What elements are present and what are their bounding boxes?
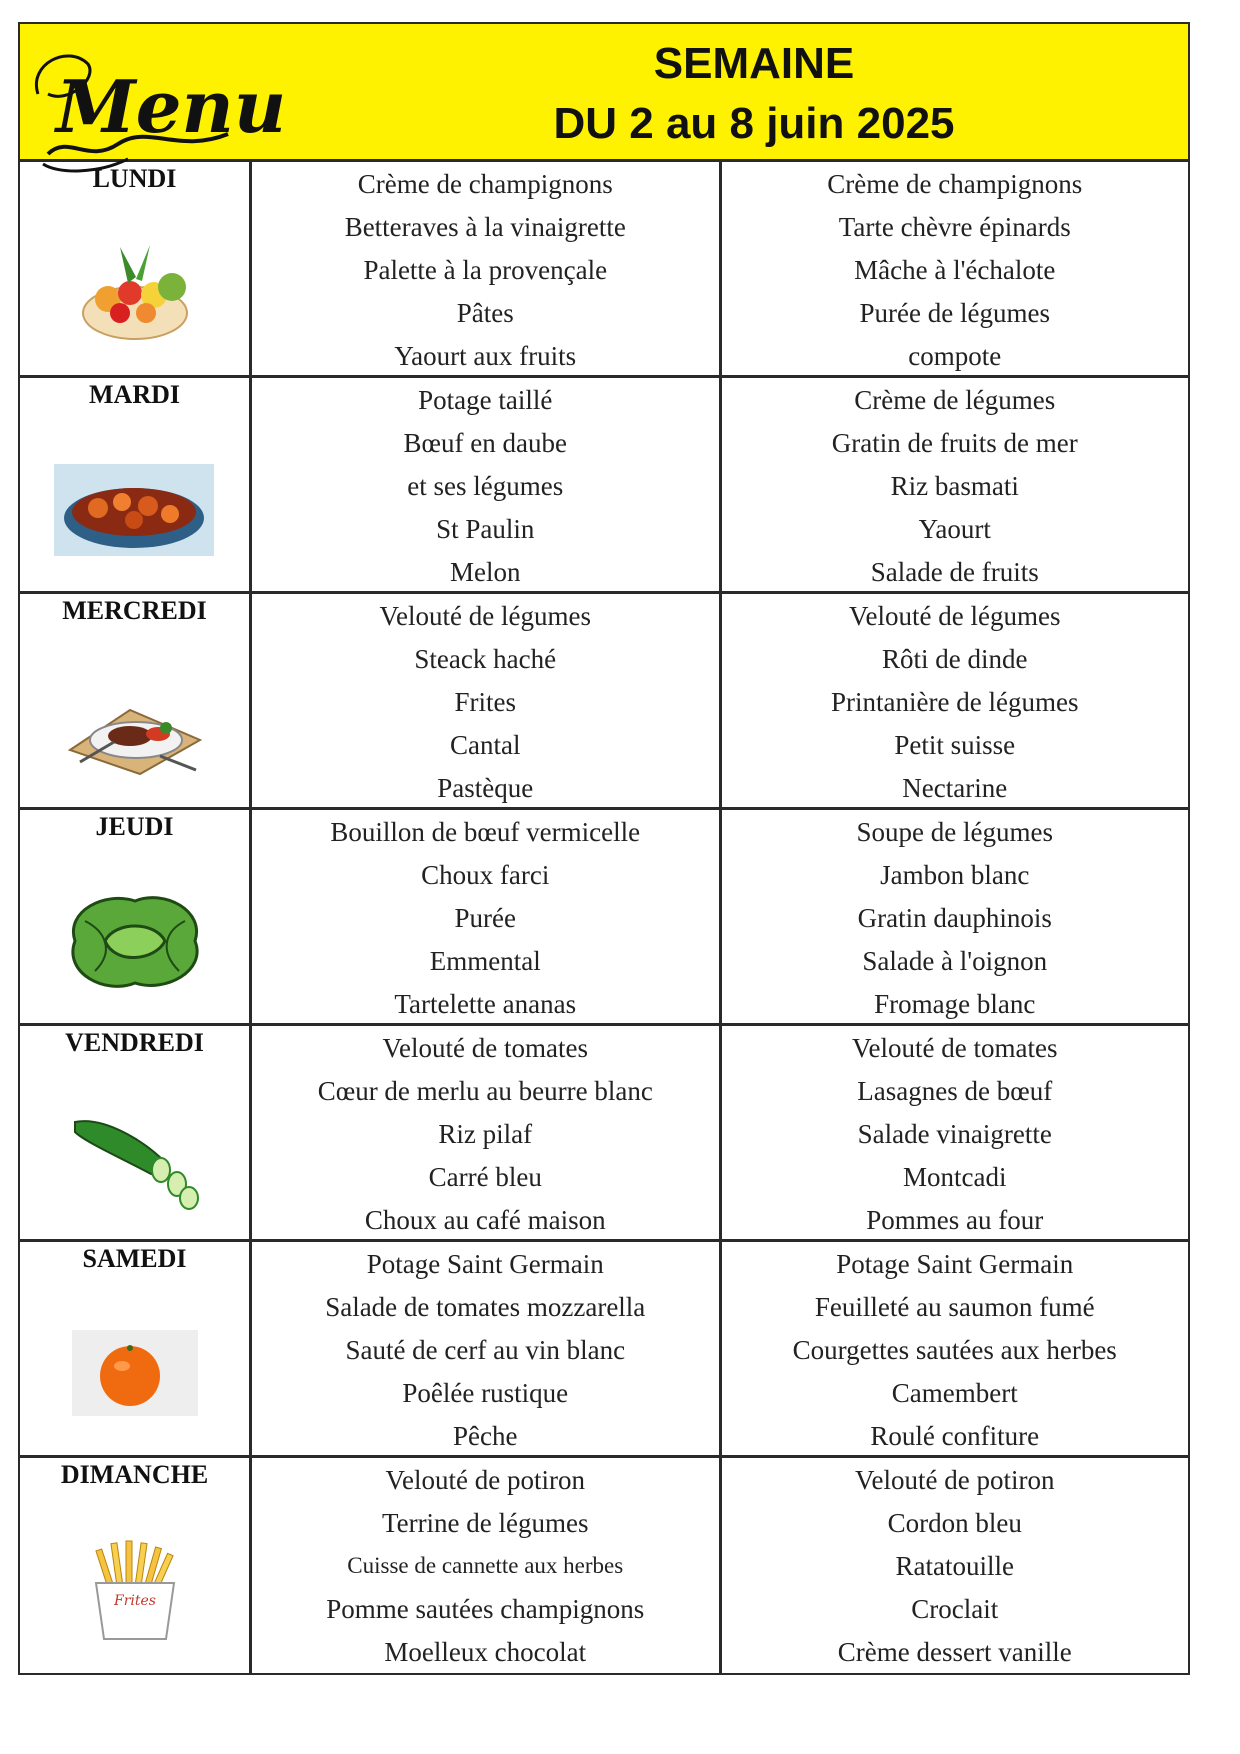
menu-item: Bouillon de bœuf vermicelle xyxy=(330,817,641,847)
menu-item: Rôti de dinde xyxy=(882,644,1028,674)
menu-item: Tartelette ananas xyxy=(394,989,577,1019)
fries-box-icon xyxy=(80,1535,190,1645)
title-line-2: DU 2 au 8 juin 2025 xyxy=(553,99,955,148)
menu-item: Choux au café maison xyxy=(364,1205,606,1235)
menu-item: Bœuf en daube xyxy=(403,428,567,458)
menu-item: Jambon blanc xyxy=(880,860,1030,890)
day-row-lundi xyxy=(20,162,1188,378)
dinner-menu xyxy=(722,1026,1189,1239)
menu-item: Purée de légumes xyxy=(859,298,1050,328)
menu-item: Mâche à l'échalote xyxy=(854,255,1056,285)
menu-item: Crème de champignons xyxy=(827,169,1083,199)
menu-item: Pommes au four xyxy=(866,1205,1044,1235)
menu-item: Courgettes sautées aux herbes xyxy=(792,1335,1117,1365)
menu-item: Gratin de fruits de mer xyxy=(831,428,1078,458)
fries-box-label: Frites xyxy=(113,1592,156,1609)
day-label-cell xyxy=(20,162,252,375)
menu-item: et ses légumes xyxy=(407,471,564,501)
menu-item: Betteraves à la vinaigrette xyxy=(344,212,626,242)
menu-item: Frites xyxy=(454,687,516,717)
day-name: MARDI xyxy=(89,380,180,409)
menu-item: Crème dessert vanille xyxy=(837,1637,1072,1667)
lettuce-icon xyxy=(55,881,215,1001)
menu-item: Lasagnes de bœuf xyxy=(857,1076,1053,1106)
lunch-menu xyxy=(252,1242,722,1455)
menu-item: Cuisse de cannette aux herbes xyxy=(347,1553,624,1578)
day-name: JEUDI xyxy=(95,812,174,841)
menu-item: Salade de tomates mozzarella xyxy=(325,1292,646,1322)
menu-item: Crème de champignons xyxy=(357,169,613,199)
fruit-salad-icon xyxy=(70,233,200,353)
day-name: LUNDI xyxy=(92,164,177,193)
lunch-menu xyxy=(252,378,722,591)
lunch-menu xyxy=(252,594,722,807)
day-row-mercredi xyxy=(20,594,1188,810)
day-row-dimanche xyxy=(20,1458,1188,1673)
menu-item: Nectarine xyxy=(902,773,1008,803)
menu-item: Salade à l'oignon xyxy=(862,946,1048,976)
day-name: DIMANCHE xyxy=(60,1460,209,1489)
day-name: MERCREDI xyxy=(62,596,207,625)
day-row-mardi xyxy=(20,378,1188,594)
menu-item: Gratin dauphinois xyxy=(857,903,1052,933)
menu-item: Emmental xyxy=(429,946,541,976)
menu-item: Tarte chèvre épinards xyxy=(838,212,1071,242)
menu-item: Montcadi xyxy=(903,1162,1007,1192)
menu-title xyxy=(320,34,1188,154)
day-name: SAMEDI xyxy=(82,1244,187,1273)
menu-item: Camembert xyxy=(891,1378,1018,1408)
menu-item: Feuilleté au saumon fumé xyxy=(814,1292,1095,1322)
day-name: VENDREDI xyxy=(65,1028,204,1057)
menu-item: Moelleux chocolat xyxy=(384,1637,587,1667)
menu-item: Velouté de tomates xyxy=(382,1033,588,1063)
menu-header xyxy=(20,24,1188,162)
menu-item: Roulé confiture xyxy=(870,1421,1040,1451)
menu-item: Pastèque xyxy=(437,773,534,803)
menu-item: compote xyxy=(908,341,1002,371)
dinner-menu xyxy=(722,1458,1189,1673)
menu-item: Salade vinaigrette xyxy=(857,1119,1052,1149)
menu-item: Terrine de légumes xyxy=(381,1508,589,1538)
menu-item: Printanière de légumes xyxy=(831,687,1079,717)
menu-item: Potage Saint Germain xyxy=(366,1249,604,1279)
menu-item: Potage Saint Germain xyxy=(836,1249,1074,1279)
menu-item: Pêche xyxy=(453,1421,518,1451)
day-label-cell xyxy=(20,810,252,1023)
dinner-menu xyxy=(722,378,1189,591)
menu-item: Fromage blanc xyxy=(874,989,1036,1019)
day-row-jeudi xyxy=(20,810,1188,1026)
day-label-cell xyxy=(20,1026,252,1239)
day-row-vendredi xyxy=(20,1026,1188,1242)
dinner-menu xyxy=(722,1242,1189,1455)
menu-item: Ratatouille xyxy=(895,1551,1014,1581)
menu-item: Salade de fruits xyxy=(870,557,1039,587)
menu-item: Yaourt xyxy=(918,514,991,544)
menu-item: Purée xyxy=(454,903,516,933)
menu-item: Velouté de légumes xyxy=(379,601,591,631)
day-row-samedi xyxy=(20,1242,1188,1458)
menu-item: Cantal xyxy=(450,730,521,760)
menu-item: Velouté de légumes xyxy=(849,601,1061,631)
cucumber-icon xyxy=(65,1102,205,1212)
menu-item: St Paulin xyxy=(436,514,535,544)
menu-item: Steack haché xyxy=(414,644,557,674)
day-label-cell xyxy=(20,594,252,807)
svg-text:Menu: Menu xyxy=(56,64,287,149)
dinner-menu xyxy=(722,810,1189,1023)
menu-item: Carré bleu xyxy=(428,1162,542,1192)
tangerine-icon xyxy=(70,1328,200,1418)
menu-item: Velouté de tomates xyxy=(852,1033,1058,1063)
menu-item: Melon xyxy=(450,557,521,587)
dinner-menu xyxy=(722,162,1189,375)
lunch-menu xyxy=(252,162,722,375)
day-label-cell xyxy=(20,1242,252,1455)
menu-item: Croclait xyxy=(911,1594,999,1624)
menu-item: Poêlée rustique xyxy=(402,1378,569,1408)
menu-item: Potage taillé xyxy=(418,385,553,415)
menu-item: Velouté de potiron xyxy=(855,1465,1055,1495)
steak-plate-icon xyxy=(60,670,210,780)
lunch-menu xyxy=(252,1458,722,1673)
lunch-menu xyxy=(252,810,722,1023)
menu-item: Velouté de potiron xyxy=(385,1465,585,1495)
menu-item: Cordon bleu xyxy=(887,1508,1022,1538)
menu-item: Choux farci xyxy=(421,860,550,890)
menu-item: Riz pilaf xyxy=(438,1119,533,1149)
menu-item: Cœur de merlu au beurre blanc xyxy=(317,1076,653,1106)
stew-pan-icon xyxy=(50,454,220,564)
menu-item: Soupe de légumes xyxy=(856,817,1053,847)
menu-item: Sauté de cerf au vin blanc xyxy=(345,1335,626,1365)
menu-item: Pâtes xyxy=(456,298,514,328)
day-label-cell xyxy=(20,1458,252,1673)
menu-item: Pomme sautées champignons xyxy=(326,1594,645,1624)
dinner-menu xyxy=(722,594,1189,807)
menu-item: Yaourt aux fruits xyxy=(394,341,577,371)
day-label-cell xyxy=(20,378,252,591)
menu-item: Palette à la provençale xyxy=(363,255,608,285)
menu-sheet xyxy=(18,22,1190,1675)
menu-item: Petit suisse xyxy=(894,730,1016,760)
title-line-1: SEMAINE xyxy=(653,39,855,88)
lunch-menu xyxy=(252,1026,722,1239)
menu-item: Crème de légumes xyxy=(854,385,1056,415)
menu-item: Riz basmati xyxy=(890,471,1019,501)
